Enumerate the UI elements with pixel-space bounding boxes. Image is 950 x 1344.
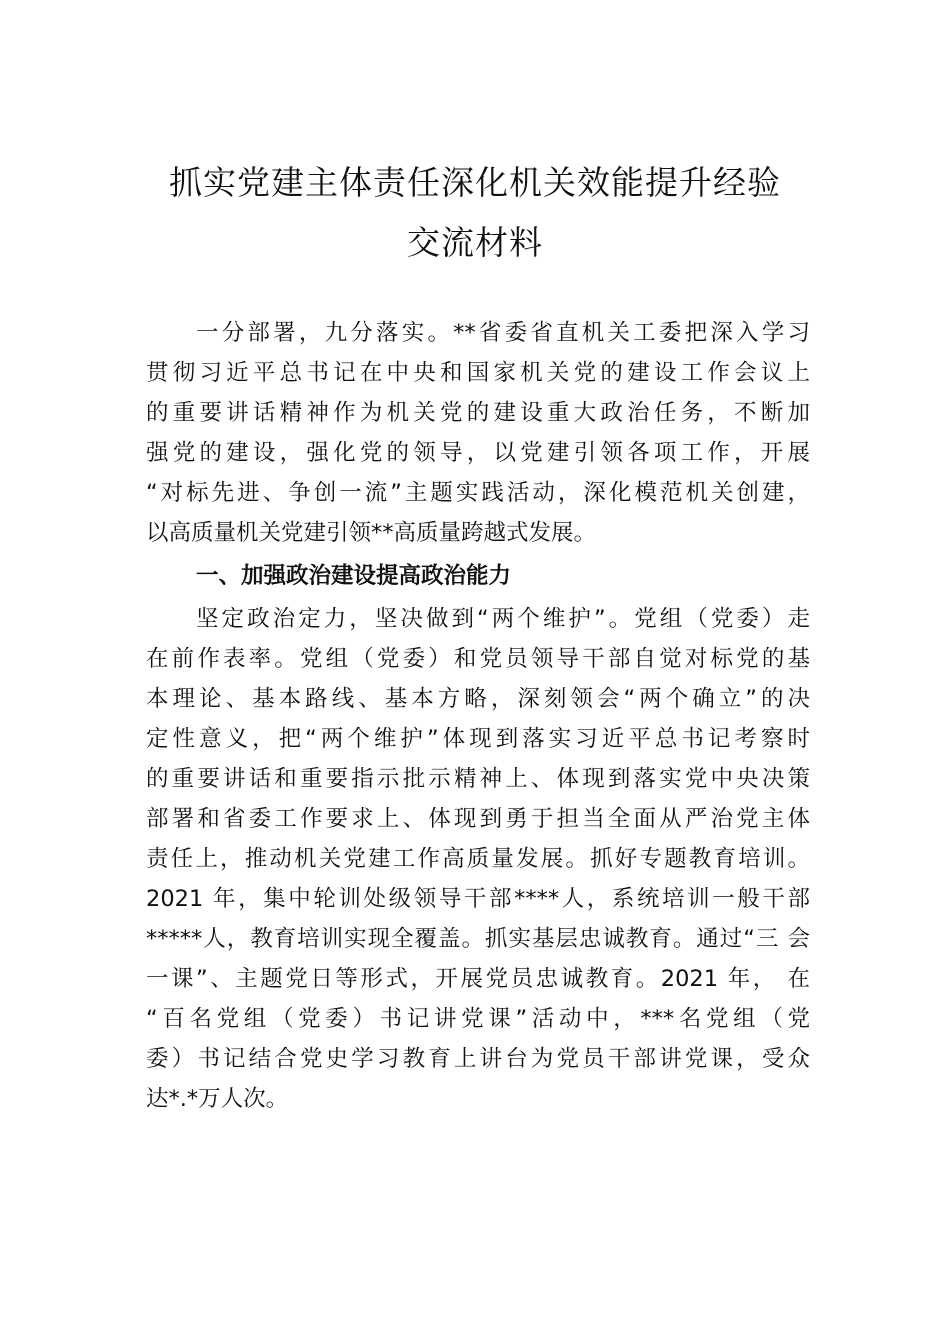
intro-paragraph-line: “对标先进、争创一流”主题实践活动，深化模范机关创建， bbox=[146, 480, 810, 506]
section-paragraph-line: *****人，教育培训实现全覆盖。抓实基层忠诚教育。通过“三 会 bbox=[146, 926, 810, 952]
intro-paragraph-line: 的重要讲话精神作为机关党的建设重大政治任务，不断加 bbox=[146, 400, 810, 426]
section-paragraph-line: 在前作表率。党组（党委）和党员领导干部自觉对标党的基 bbox=[146, 646, 810, 672]
section-paragraph-line: 一课”、主题党日等形式，开展党员忠诚教育。2021 年， 在 bbox=[146, 966, 810, 992]
intro-paragraph-line: 贯彻习近平总书记在中央和国家机关党的建设工作会议上 bbox=[146, 360, 810, 386]
section-paragraph-line: 的重要讲话和重要指示批示精神上、体现到落实党中央决策 bbox=[146, 766, 810, 792]
intro-paragraph-line: 强党的建设，强化党的领导，以党建引领各项工作，开展 bbox=[146, 440, 810, 466]
section-paragraph-line: “百名党组（党委）书记讲党课”活动中，***名党组（党 bbox=[146, 1006, 810, 1032]
document-title-line-2: 交流材料 bbox=[407, 223, 543, 262]
section-paragraph-line: 委）书记结合党史学习教育上讲台为党员干部讲党课，受众 bbox=[146, 1046, 810, 1072]
document-title-line-1: 抓实党建主体责任深化机关效能提升经验 bbox=[169, 163, 781, 202]
section-paragraph-line: 本理论、基本路线、基本方略，深刻领会“两个确立”的决 bbox=[146, 686, 810, 712]
section-paragraph-line: 坚定政治定力，坚决做到“两个维护”。党组（党委）走 bbox=[196, 606, 810, 632]
intro-paragraph-line: 以高质量机关党建引领**高质量跨越式发展。 bbox=[146, 520, 597, 546]
section-paragraph-line: 达*.*万人次。 bbox=[146, 1086, 289, 1112]
section-paragraph-line: 2021 年，集中轮训处级领导干部****人，系统培训一般干部 bbox=[146, 886, 810, 912]
section-heading: 一、加强政治建设提高政治能力 bbox=[196, 563, 512, 589]
section-paragraph-line: 定性意义，把“两个维护”体现到落实习近平总书记考察时 bbox=[146, 726, 810, 752]
section-paragraph-line: 部署和省委工作要求上、体现到勇于担当全面从严治党主体 bbox=[146, 806, 810, 832]
intro-paragraph-line: 一分部署，九分落实。**省委省直机关工委把深入学习 bbox=[196, 320, 810, 346]
section-paragraph-line: 责任上，推动机关党建工作高质量发展。抓好专题教育培训。 bbox=[146, 846, 810, 872]
